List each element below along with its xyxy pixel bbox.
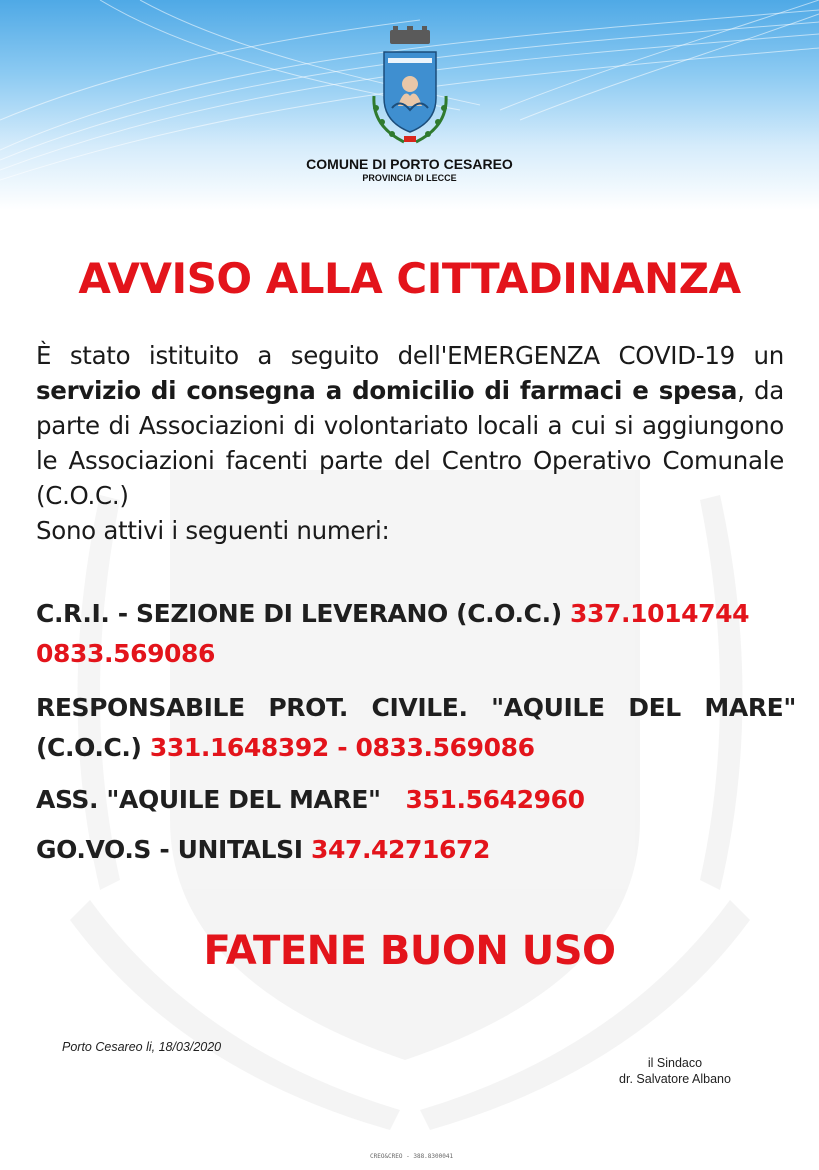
contact-name: ASS. "AQUILE DEL MARE" (36, 785, 381, 814)
intro-paragraph (36, 338, 784, 548)
contact-phone-secondary[interactable]: 0833.569086 (355, 733, 535, 762)
town-name: COMUNE DI PORTO CESAREO (306, 156, 513, 172)
contact-cri (36, 594, 796, 674)
contact-protezione-civile (36, 688, 796, 768)
contact-phone[interactable]: 347.4271672 (310, 835, 491, 864)
contact-phone[interactable]: 337.1014744 (570, 599, 750, 628)
intro-text-end: , da parte di Associazioni di volontariato locali a cui si aggiungono le Associazioni facenti parte del Centro Operativo Comunale (C.O.C.) (36, 376, 784, 510)
date-value: 18/03/2020 (158, 1040, 222, 1054)
contact-phone[interactable]: 331.1648392 (149, 733, 329, 762)
notice-title: AVVISO ALLA CITTADINANZA (78, 254, 741, 303)
phone-separator: - (337, 733, 348, 762)
intro-text-start: È stato istituito a seguito dell'EMERGENZA COVID-19 un (36, 341, 784, 370)
contact-name-suffix: (C.O.C.) (36, 733, 142, 762)
crest-icon (360, 26, 460, 150)
contact-name: RESPONSABILE PROT. CIVILE. "AQUILE DEL MARE" (36, 693, 796, 722)
contact-name: C.R.I. - SEZIONE DI LEVERANO (C.O.C.) (36, 599, 562, 628)
contact-phone[interactable]: 351.5642960 (405, 785, 585, 814)
place-date (62, 1040, 221, 1054)
place-label: Porto Cesareo li, (62, 1040, 159, 1054)
designer-credit: CREO&CREO - 388.8300041 (370, 1153, 454, 1160)
signature-name: dr. Salvatore Albano (619, 1072, 731, 1086)
province-name: PROVINCIA DI LECCE (362, 173, 457, 183)
contact-govos-unitalsi (36, 830, 796, 870)
intro-numbers-line: Sono attivi i seguenti numeri: (36, 516, 390, 545)
signature-title: il Sindaco (647, 1056, 703, 1070)
intro-text-bold: servizio di consegna a domicilio di farmaci e spesa (36, 376, 738, 405)
contact-name: GO.VO.S - UNITALSI (36, 835, 303, 864)
closing-message: FATENE BUON USO (203, 928, 616, 974)
contact-aquile-del-mare (36, 780, 796, 820)
contact-phone-secondary[interactable]: 0833.569086 (36, 639, 216, 668)
signature-block (560, 1055, 790, 1087)
